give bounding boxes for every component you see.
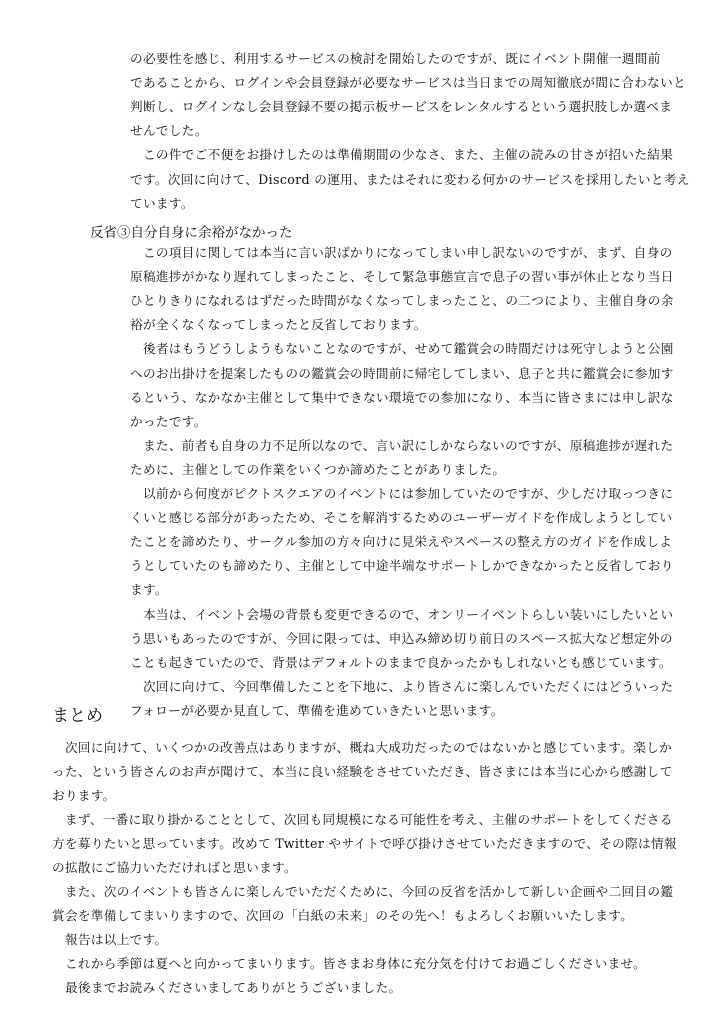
text-line: また、前者も自身の力不足所以なので、言い訳にしかならないのですが、原稿進捗が遅れた xyxy=(130,437,674,453)
text-line: せんでした。 xyxy=(130,123,208,139)
text-line: へのお出掛けを提案したものの鑑賞会の時間前に帰宅してしまい、息子と共に鑑賞会に参加す xyxy=(130,365,674,381)
text-line: 報告は以上です。 xyxy=(52,932,168,947)
text-line: 賞会を準備してまいりますので、次回の「白紙の未来」のその先へ！もよろしくお願いいたします。 xyxy=(52,908,634,923)
text-line: まず、一番に取り掛かることとして、次回も同規模になる可能性を考え、主催のサポートをしてくださる xyxy=(52,812,673,827)
text-line: くいと感じる部分があったため、そこを解消するためのユーザーガイドを作成しようとしてい xyxy=(130,510,673,526)
text-line: ために、主催としての作業をいくつか諦めたことがありました。 xyxy=(130,461,506,477)
text-line: かったです。 xyxy=(130,413,207,429)
text-line: です。次回に向けて、Discord の運用、またはそれに変わる何かのサービスを採用したいと考え xyxy=(130,171,690,187)
text-line: 最後までお読みくださいましてありがとうございました。 xyxy=(52,980,402,995)
text-line: 裕が全くなくなってしまったと反省しております。 xyxy=(130,317,427,333)
section3-heading: 反省③自分自身に余裕がなかった xyxy=(90,225,293,241)
text-line: う思いもあったのですが、今回に限っては、申込み締め切り前日のスペース拡大など想定外の xyxy=(130,630,673,646)
text-line: るという、なかなか主催として集中できない環境での参加になり、本当に皆さまには申し訳な xyxy=(130,389,674,405)
text-line: 方を募りたいと思っています。改めて Twitter やサイトで呼び掛けさせていただきますので、その際は情報 xyxy=(52,836,677,851)
text-line: 次回に向けて、今回準備したことを下地に、より皆さんに楽しんでいただくにはどういった xyxy=(130,678,674,694)
text-line: たことを諦めたり、サークル参加の方々向けに見栄えやスペースの整え方のガイドを作成しよ xyxy=(130,534,673,550)
text-line: った、という皆さんのお声が聞けて、本当に良い経験をさせていただき、皆さまには本当に心から感謝して xyxy=(52,764,673,779)
text-line: ひとりきりになれるはずだった時間がなくなってしまったこと、の二つにより、主催自身の余 xyxy=(130,293,674,309)
text-line: 本当は、イベント会場の背景も変更できるので、オンリーイベントらしい装いにしたいとい xyxy=(130,606,674,622)
text-line: 以前から何度がピクトスクエアのイベントには参加していたのですが、少しだけ取っつきに xyxy=(130,486,674,501)
text-line: また、次のイベントも皆さんに楽しんでいただくために、今回の反省を活かして新しい企画や二回目の鑑 xyxy=(52,884,674,899)
text-line: フォローが必要か見直して、準備を進めていきたいと思います。 xyxy=(130,702,504,718)
text-line: 判断し、ログインなし会員登録不要の掲示板サービスをレンタルするという選択肢しか選べま xyxy=(130,99,673,115)
text-line: この件でご不便をお掛けしたのは準備期間の少なさ、また、主催の読みの甘さが招いた結果 xyxy=(130,147,674,163)
text-line: 次回に向けて、いくつかの改善点はありますが、概ね大成功だったのではないかと感じています。楽しか xyxy=(52,740,673,755)
text-line: これから季節は夏へと向かってまいります。皆さまお身体に充分気を付けてお過ごしくださいませ。 xyxy=(52,956,647,971)
text-line: ことも起きていたので、背景はデフォルトのままで良かったかもしれないとも感じています。 xyxy=(130,654,672,670)
text-line: の必要性を感じ、利用するサービスの検討を開始したのですが、既にイベント開催一週間前 xyxy=(130,51,661,66)
text-line: ます。 xyxy=(130,582,168,598)
text-line: 原稿進捗がかなり遅れてしまったこと、そして緊急事態宣言で息子の習い事が休止となり当日 xyxy=(130,269,674,285)
summary-title: まとめ xyxy=(52,706,103,726)
text-line: ています。 xyxy=(130,195,194,211)
text-line: この項目に関しては本当に言い訳ばかりになってしまい申し訳ないのですが、まず、自身の xyxy=(130,245,673,260)
text-line: うとしていたのも諦めたり、主催として中途半端なサポートしかできなかったと反省しており xyxy=(130,558,674,574)
text-line: の拡散にご協力いただければと思います。 xyxy=(52,860,297,875)
text-line: 後者はもうどうしようもないことなのですが、せめて鑑賞会の時間だけは死守しようと公園 xyxy=(130,341,674,357)
text-line: であることから、ログインや会員登録が必要なサービスは当日までの周知徹底が間に合わないと xyxy=(130,75,686,91)
text-line: おります。 xyxy=(52,788,116,803)
